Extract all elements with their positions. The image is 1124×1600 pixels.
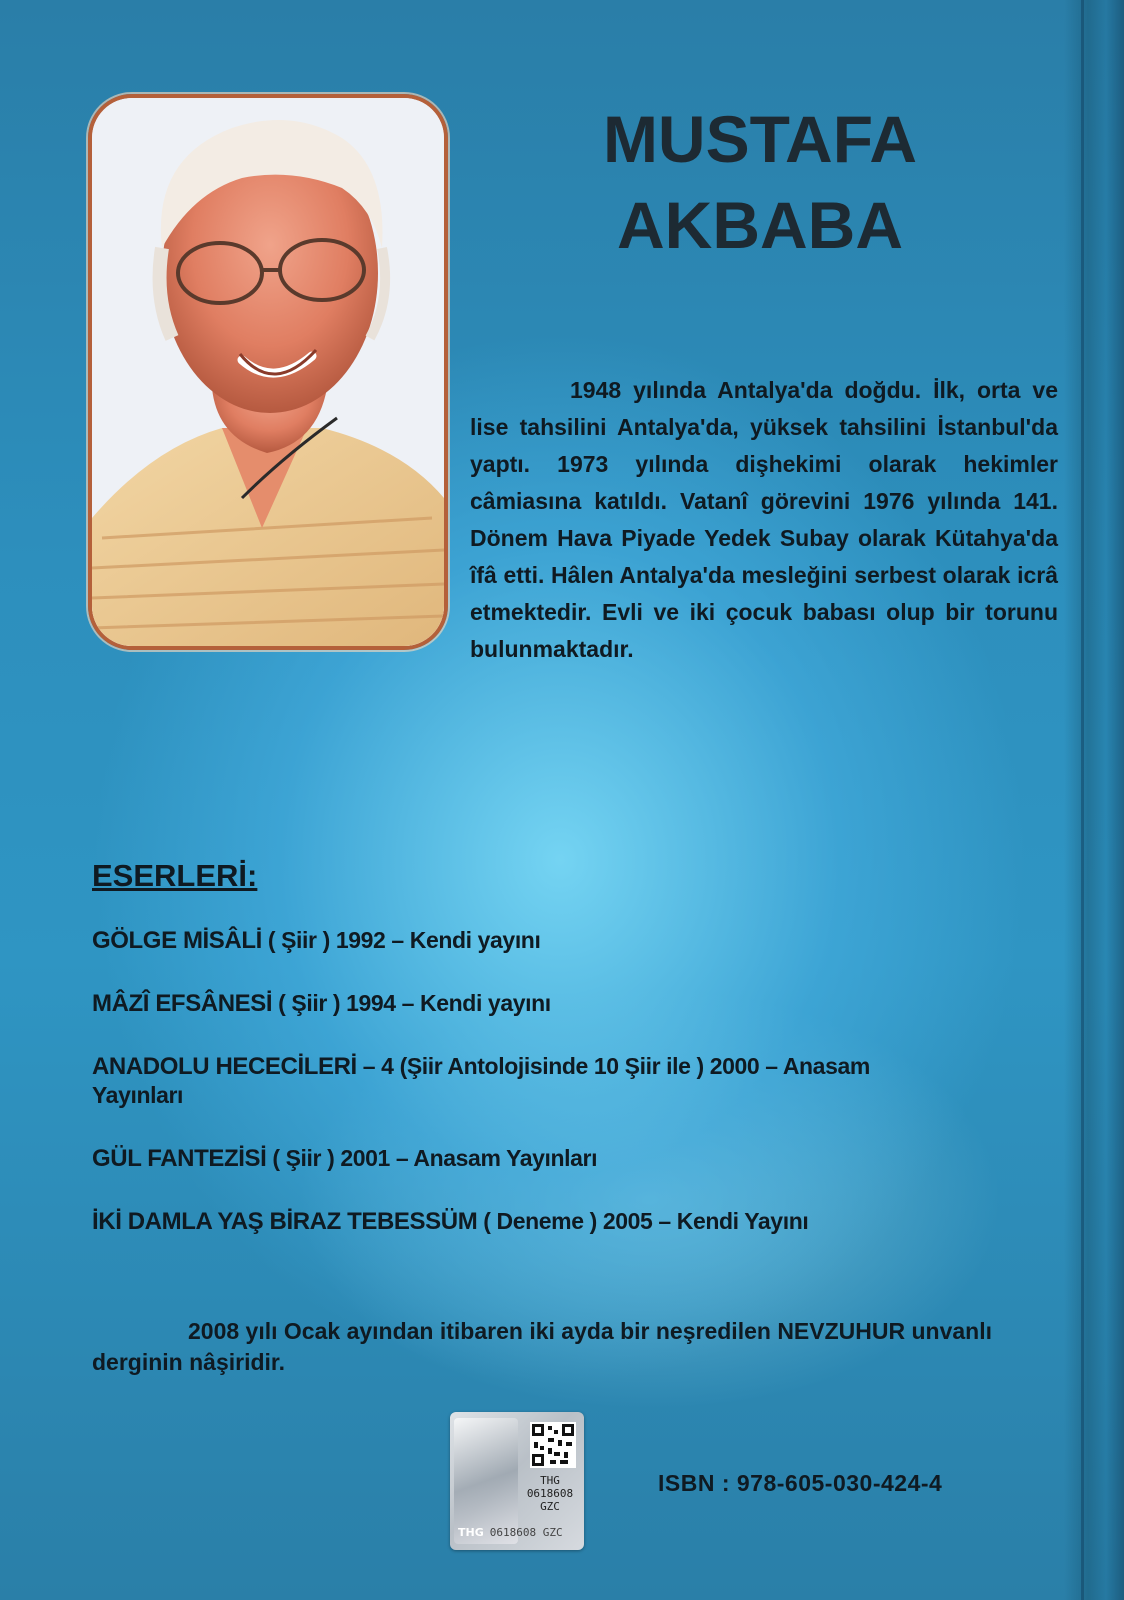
sticker-codes [520,1474,580,1513]
author-last-name: AKBABA [617,188,903,262]
book-spine-edge [1081,0,1084,1600]
work-detail: ( Deneme ) 2005 – Kendi Yayını [477,1208,809,1234]
works-heading: ESERLERİ: [92,858,258,893]
sticker-code-line: 0618608 [526,1487,574,1500]
work-title: MÂZÎ EFSÂNESİ [92,990,273,1017]
work-detail: – 4 (Şiir Antolojisinde 10 Şiir ile ) 2000 – Anasam Yayınları [92,1053,870,1108]
sticker-code-line: THG [540,1474,560,1487]
publisher-note: 2008 yılı Ocak ayından itibaren iki ayda bir neşredilen NEVZUHUR unvanlı derginin nâşiridir. [92,1318,993,1375]
list-item [92,1207,992,1236]
work-detail: ( Şiir ) 2001 – Anasam Yayınları [266,1145,598,1171]
qr-code-icon [530,1422,576,1468]
work-detail: ( Şiir ) 1994 – Kendi yayını [272,990,551,1016]
works-list [92,926,992,1270]
work-title: İKİ DAMLA YAŞ BİRAZ TEBESSÜM [92,1208,478,1235]
ministry-banderole-sticker [450,1412,584,1550]
author-biography: 1948 yılında Antalya'da doğdu. İlk, orta ve lise tahsilini Antalya'da, yüksek tahsilini İstanbul'da yaptı. 1973 yılında dişhekimi olarak hekimler câmiasına katıldı. Vatanî görevini 1976 yılında 141. Dönem Hava Piyade Yedek Subay olarak Kütahya'da îfâ etti. Hâlen Antalya'da mesleğini serbest olarak icrâ etmektedir. Evli ve iki çocuk babası olup bir torunu bulunmaktadır. [470,377,1058,662]
work-title: ANADOLU HECECİLERİ [92,1053,357,1080]
author-portrait-illustration [92,98,444,646]
sticker-bottom-code [458,1526,563,1539]
author-portrait [88,94,448,650]
author-first-name: MUSTAFA [602,102,918,176]
list-item [92,989,992,1018]
work-detail: ( Şiir ) 1992 – Kendi yayını [261,927,541,953]
author-name [560,96,960,268]
sticker-bottom-number: 0618608 GZC [489,1526,563,1539]
list-item [92,1052,892,1110]
sticker-bottom-label: THG [458,1526,484,1539]
list-item [92,1144,992,1173]
list-item [92,926,992,955]
work-title: GÜL FANTEZİSİ [92,1145,267,1172]
book-spine-shading [1064,0,1124,1600]
isbn-number: ISBN : 978-605-030-424-4 [658,1470,943,1496]
work-title: GÖLGE MİSÂLİ [92,927,262,954]
sticker-code-line: GZC [540,1500,560,1513]
